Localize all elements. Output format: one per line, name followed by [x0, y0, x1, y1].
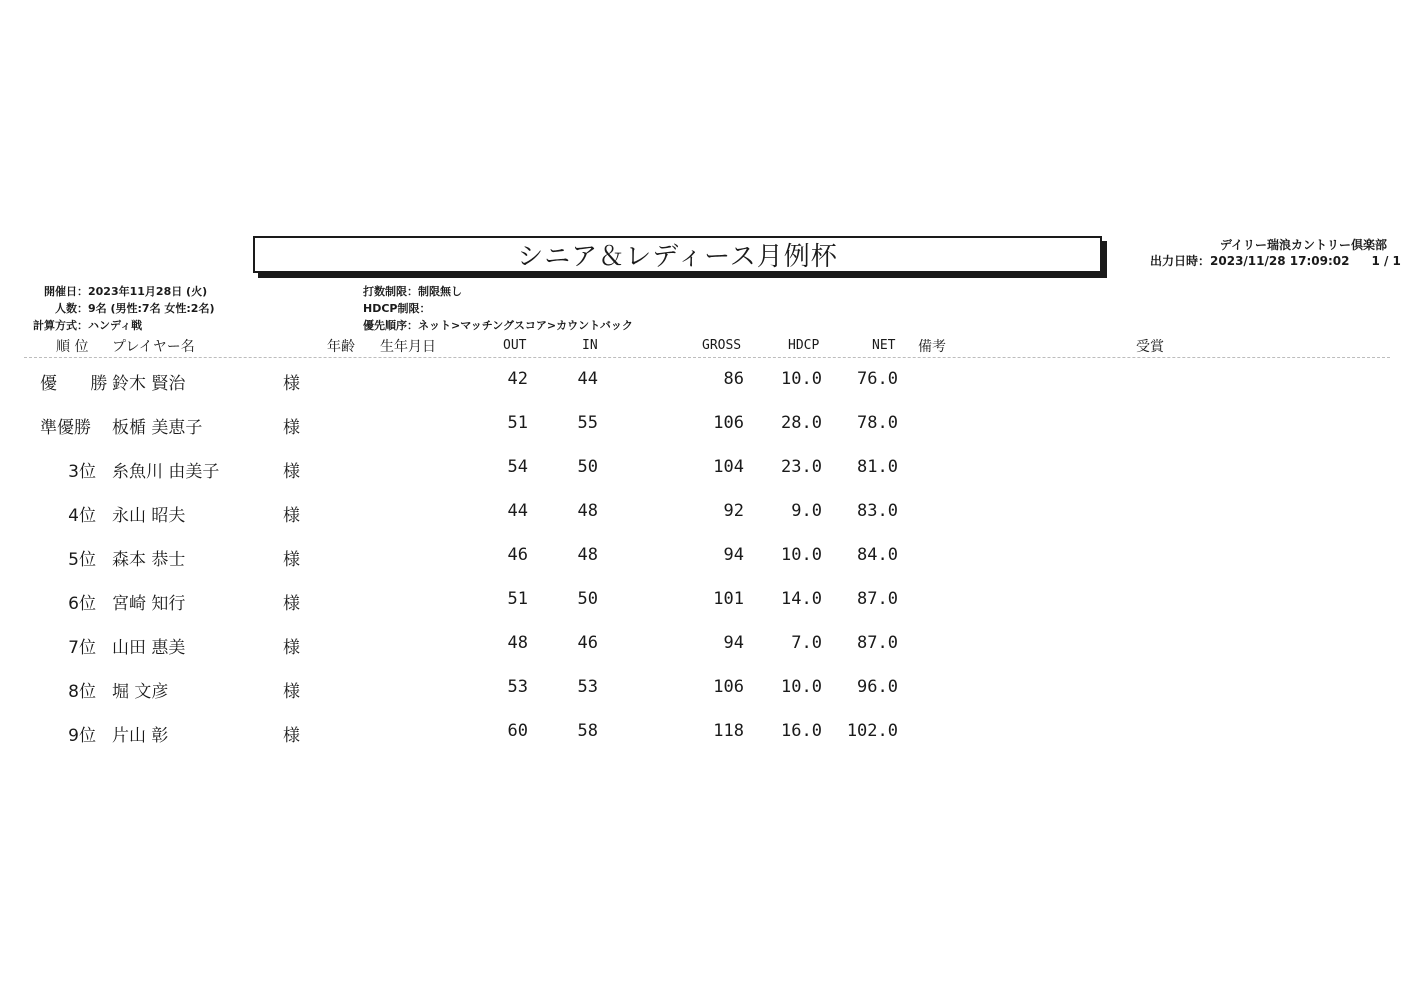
header-remarks: 備考: [918, 339, 946, 355]
hdcp-cell: 7.0: [791, 633, 822, 653]
header-award: 受賞: [1136, 339, 1164, 355]
player-name-cell: 森本 恭士: [112, 550, 186, 570]
header-gross: GROSS: [702, 338, 742, 353]
net-cell: 87.0: [857, 633, 898, 653]
hdcp-cell: 23.0: [781, 457, 822, 477]
header-birthday: 生年月日: [380, 339, 436, 355]
gross-cell: 106: [713, 677, 744, 697]
gross-cell: 118: [713, 721, 744, 741]
in-cell: 55: [577, 413, 598, 433]
player-name-cell: 鈴木 賢治: [112, 374, 186, 394]
header-hdcp: HDCP: [788, 338, 820, 353]
header-rank: 順 位: [56, 339, 89, 355]
rank-cell: 9位: [68, 726, 96, 746]
honorific-cell: 様: [283, 506, 300, 526]
rank-cell: 7位: [68, 638, 96, 658]
out-cell: 51: [507, 413, 528, 433]
honorific-cell: 様: [283, 418, 300, 438]
honorific-cell: 様: [283, 374, 300, 394]
info-hdcp-limit-label: HDCP制限：: [363, 302, 431, 315]
header-player: プレイヤー名: [112, 339, 195, 355]
gross-cell: 92: [723, 501, 744, 521]
net-cell: 87.0: [857, 589, 898, 609]
rank-cell: 8位: [68, 682, 96, 702]
out-cell: 42: [507, 369, 528, 389]
gross-cell: 104: [713, 457, 744, 477]
gross-cell: 94: [723, 545, 744, 565]
page-title: シニア＆レディース月例杯: [517, 242, 838, 272]
out-cell: 48: [507, 633, 528, 653]
info-stroke-limit: [363, 283, 462, 299]
club-name: デイリー瑞浪カントリー倶楽部: [1219, 238, 1387, 252]
table-row: [0, 677, 1415, 707]
player-name-cell: 山田 惠美: [112, 638, 186, 658]
info-date-label: 開催日：: [44, 285, 88, 298]
gross-cell: 101: [713, 589, 744, 609]
player-name-cell: 宮崎 知行: [112, 594, 186, 614]
hdcp-cell: 10.0: [781, 545, 822, 565]
info-date-value: 2023年11月28日 (火): [88, 285, 208, 298]
in-cell: 58: [577, 721, 598, 741]
info-date: [24, 283, 207, 299]
in-cell: 46: [577, 633, 598, 653]
out-cell: 54: [507, 457, 528, 477]
table-row: [0, 721, 1415, 751]
info-method: [24, 317, 142, 333]
table-row: [0, 589, 1415, 619]
in-cell: 50: [577, 589, 598, 609]
hdcp-cell: 10.0: [781, 677, 822, 697]
hdcp-cell: 28.0: [781, 413, 822, 433]
info-priority: [363, 317, 633, 333]
title-box: [253, 236, 1102, 273]
out-cell: 44: [507, 501, 528, 521]
honorific-cell: 様: [283, 550, 300, 570]
net-cell: 84.0: [857, 545, 898, 565]
net-cell: 81.0: [857, 457, 898, 477]
out-cell: 51: [507, 589, 528, 609]
page-number: 1 / 1: [1371, 254, 1401, 268]
header-net: NET: [872, 338, 896, 353]
header-divider: [24, 357, 1390, 358]
hdcp-cell: 16.0: [781, 721, 822, 741]
honorific-cell: 様: [283, 726, 300, 746]
info-stroke-limit-value: 制限無し: [418, 285, 462, 298]
table-row: [0, 501, 1415, 531]
table-row: [0, 457, 1415, 487]
honorific-cell: 様: [283, 462, 300, 482]
net-cell: 102.0: [846, 721, 898, 741]
info-method-value: ハンディ戦: [88, 319, 143, 332]
net-cell: 78.0: [857, 413, 898, 433]
header-age: 年齢: [327, 339, 355, 355]
player-name-cell: 永山 昭夫: [112, 506, 186, 526]
printed-value: 2023/11/28 17:09:02: [1210, 254, 1350, 268]
player-name-cell: 堀 文彦: [112, 682, 169, 702]
rank-cell: 5位: [68, 550, 96, 570]
rank-cell: 準優勝: [40, 418, 91, 438]
net-cell: 76.0: [857, 369, 898, 389]
player-name-cell: 板楯 美恵子: [112, 418, 203, 438]
hdcp-cell: 14.0: [781, 589, 822, 609]
in-cell: 48: [577, 545, 598, 565]
net-cell: 83.0: [857, 501, 898, 521]
rank-cell: 3位: [68, 462, 96, 482]
honorific-cell: 様: [283, 682, 300, 702]
hdcp-cell: 10.0: [781, 369, 822, 389]
net-cell: 96.0: [857, 677, 898, 697]
table-row: [0, 545, 1415, 575]
out-cell: 46: [507, 545, 528, 565]
gross-cell: 106: [713, 413, 744, 433]
info-players: [24, 300, 214, 316]
gross-cell: 86: [723, 369, 744, 389]
honorific-cell: 様: [283, 594, 300, 614]
printed-datetime: [1150, 252, 1401, 269]
player-name-cell: 片山 彰: [112, 726, 169, 746]
in-cell: 44: [577, 369, 598, 389]
info-priority-value: ネット>マッチングスコア>カウントバック: [418, 319, 633, 332]
header-in: IN: [582, 338, 598, 353]
printed-label: 出力日時：: [1150, 254, 1211, 268]
info-players-value: 9名 (男性:7名 女性:2名): [88, 302, 215, 315]
table-row: [0, 413, 1415, 443]
gross-cell: 94: [723, 633, 744, 653]
out-cell: 60: [507, 721, 528, 741]
rank-cell: 優 勝: [40, 374, 122, 394]
info-players-label: 人数：: [55, 302, 88, 315]
player-name-cell: 糸魚川 由美子: [112, 462, 220, 482]
rank-cell: 6位: [68, 594, 96, 614]
table-row: [0, 633, 1415, 663]
header-out: OUT: [503, 338, 527, 353]
honorific-cell: 様: [283, 638, 300, 658]
rank-cell: 4位: [68, 506, 96, 526]
in-cell: 53: [577, 677, 598, 697]
out-cell: 53: [507, 677, 528, 697]
hdcp-cell: 9.0: [791, 501, 822, 521]
info-priority-label: 優先順序：: [363, 319, 418, 332]
info-stroke-limit-label: 打数制限：: [363, 285, 418, 298]
info-method-label: 計算方式：: [33, 319, 88, 332]
info-hdcp-limit: [363, 300, 430, 316]
table-row: [0, 369, 1415, 399]
in-cell: 50: [577, 457, 598, 477]
in-cell: 48: [577, 501, 598, 521]
